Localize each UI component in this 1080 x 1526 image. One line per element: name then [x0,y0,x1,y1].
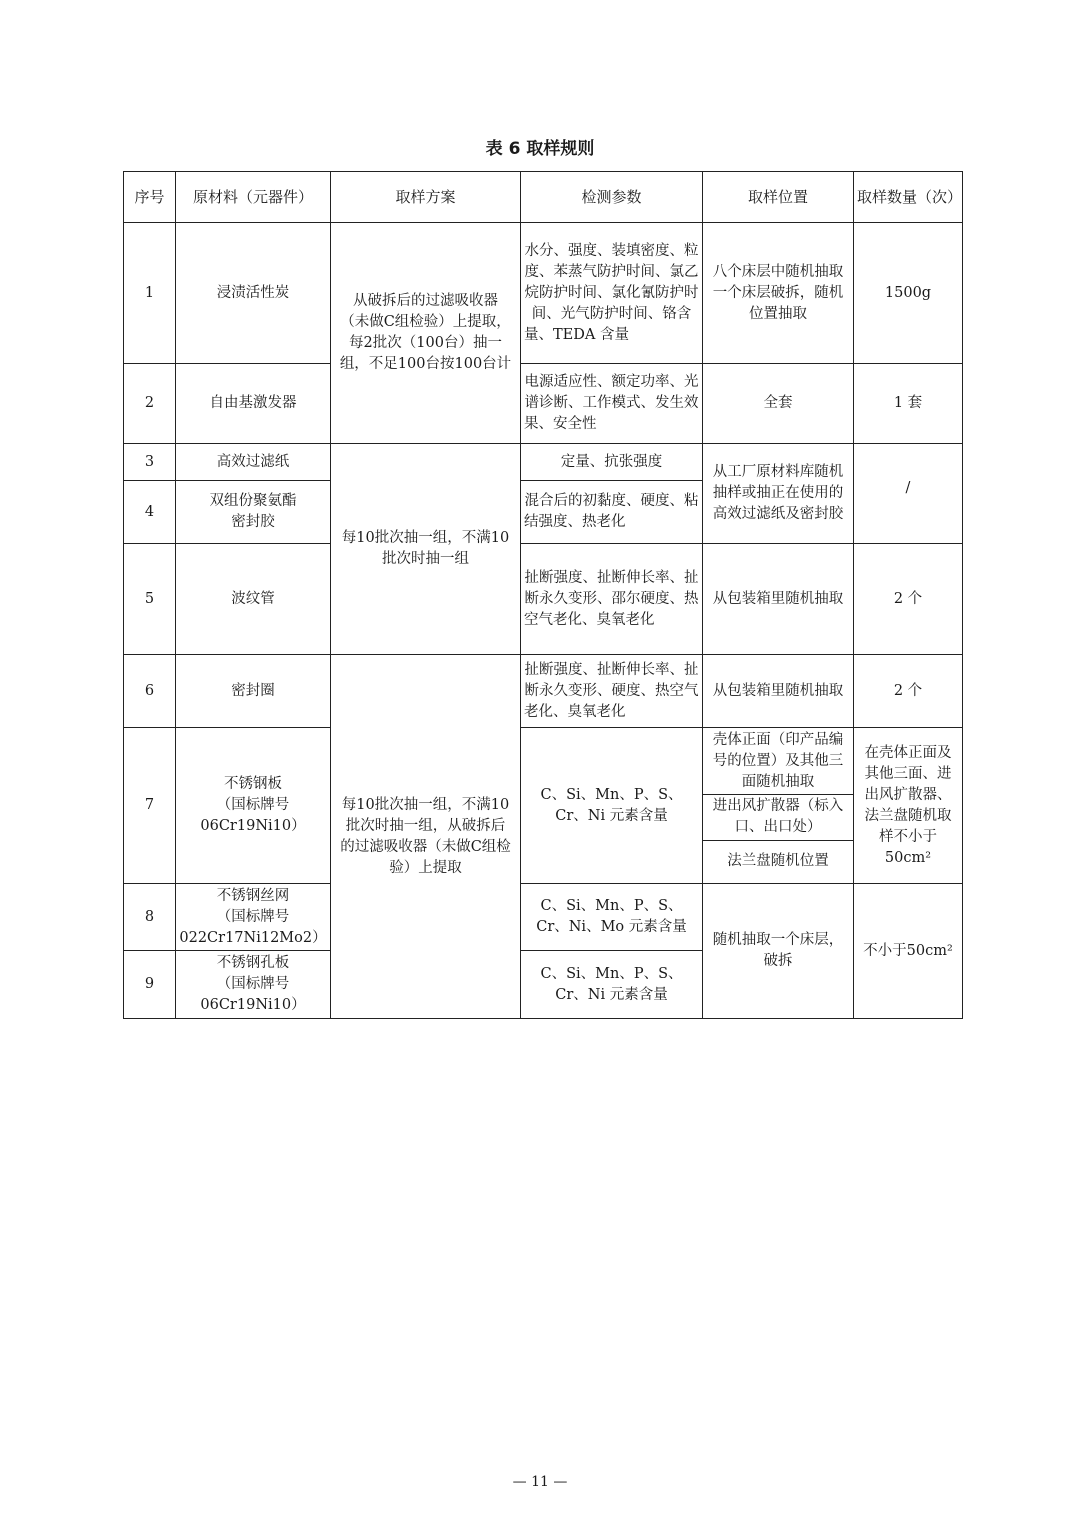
material-line: （国标牌号 [216,797,290,813]
row-positions [703,728,854,884]
row-position: 从包装箱里随机抽取 [703,544,854,655]
table-row [124,223,963,364]
material-line: （国标牌号 [216,908,290,925]
row-position: 从包装箱里随机抽取 [703,655,854,728]
row-params: 水分、强度、装填密度、粒度、苯蒸气防护时间、氯乙烷防护时间、氯化氰防护时间、光气防护时间、铬含量、TEDA 含量 [521,223,703,364]
row-position: 八个床层中随机抽取一个床层破拆，随机位置抽取 [703,223,854,364]
row-quantity: 在壳体正面及其他三面、进出风扩散器、法兰盘随机取样不小于50cm² [854,728,963,884]
page-number: — 11 — [512,1474,568,1490]
row-material: 高效过滤纸 [176,444,331,481]
table-row [124,544,963,655]
scheme-cell: 从破拆后的过滤吸收器（未做C组检验）上提取，每2批次（100台）抽一组，不足100台按100台计 [331,223,521,444]
scheme-cell: 每10批次抽一组，不满10批次时抽一组 [331,444,521,655]
row-params: 扯断强度、扯断伸长率、扯断永久变形、硬度、热空气老化、臭氧老化 [521,655,703,728]
material-line: 06Cr19Ni10） [200,997,306,1013]
row-material: 自由基激发器 [176,364,331,444]
row-material [176,728,331,884]
header-row [124,172,963,223]
position-sub-cell: 壳体正面（印产品编号的位置）及其他三面随机抽取 [703,729,853,795]
row-seq: 7 [124,728,176,884]
material-line: 06Cr19Ni10） [200,818,306,834]
header-quantity: 取样数量（次） [854,172,963,223]
header-seq: 序号 [124,172,176,223]
row-params: 扯断强度、扯断伸长率、扯断永久变形、邵尔硬度、热空气老化、臭氧老化 [521,544,703,655]
row-position: 从工厂原材料库随机抽样或抽正在使用的高效过滤纸及密封胶 [703,444,854,544]
row-params: 定量、抗张强度 [521,444,703,481]
table-row [124,655,963,728]
row-seq: 1 [124,223,176,364]
row-material: 密封圈 [176,655,331,728]
row-position: 全套 [703,364,854,444]
table-row [124,364,963,444]
material-line: 不锈钢板 [224,776,282,792]
row-material [176,951,331,1019]
position-sub-cell: 法兰盘随机位置 [727,853,829,869]
header-params: 检测参数 [521,172,703,223]
row-seq: 9 [124,951,176,1019]
material-line: （国标牌号 [216,976,290,992]
table-row [124,728,963,884]
row-quantity: / [854,444,963,544]
material-line: 022Cr17Ni12Mo2） [179,929,327,946]
row-seq: 8 [124,884,176,951]
scheme-cell: 每10批次抽一组，不满10批次时抽一组，从破拆后的过滤吸收器（未做C组检验）上提取 [331,655,521,1019]
table-row [124,884,963,951]
sampling-rules-table [123,171,963,1019]
row-seq: 4 [124,481,176,544]
row-quantity: 1500g [854,223,963,364]
row-params: 混合后的初黏度、硬度、粘结强度、热老化 [521,481,703,544]
row-params: C、Si、Mn、P、S、Cr、Ni 元素含量 [521,728,703,884]
row-seq: 6 [124,655,176,728]
row-quantity: 1 套 [854,364,963,444]
row-quantity: 不小于50cm² [854,884,963,1019]
table-title: 表 6 取样规则 [485,139,595,159]
material-line: 不锈钢丝网 [216,887,290,904]
header-material: 原材料（元器件） [176,172,331,223]
row-material: 浸渍活性炭 [176,223,331,364]
position-sub-cell: 进出风扩散器（标入口、出口处） [703,795,853,841]
header-scheme: 取样方案 [331,172,521,223]
row-seq: 3 [124,444,176,481]
row-material: 双组份聚氨酯密封胶 [176,481,331,544]
row-material [176,884,331,951]
material-line: 不锈钢孔板 [216,955,290,971]
row-quantity: 2 个 [854,655,963,728]
row-material: 波纹管 [176,544,331,655]
row-position: 随机抽取一个床层，破拆 [703,884,854,1019]
table-row [124,444,963,481]
row-params: C、Si、Mn、P、S、Cr、Ni 元素含量 [521,951,703,1019]
row-params: C、Si、Mn、P、S、Cr、Ni、Mo 元素含量 [521,884,703,951]
row-quantity: 2 个 [854,544,963,655]
row-params: 电源适应性、额定功率、光谱诊断、工作模式、发生效果、安全性 [521,364,703,444]
row-seq: 2 [124,364,176,444]
row-seq: 5 [124,544,176,655]
header-position: 取样位置 [703,172,854,223]
